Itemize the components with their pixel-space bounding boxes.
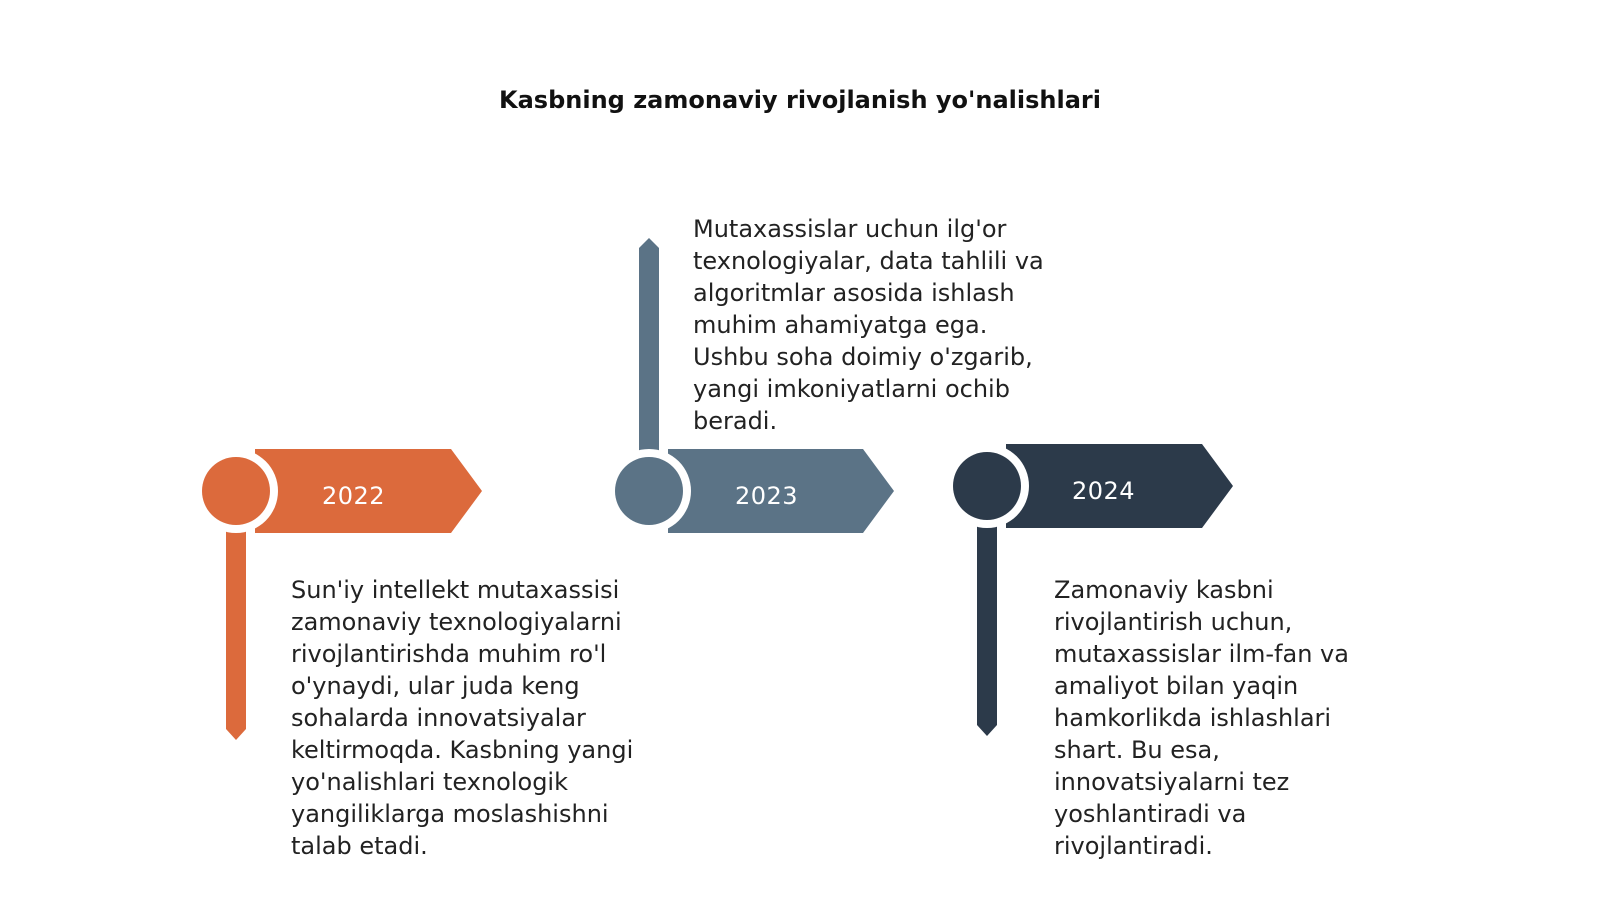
year-label-2022: 2022 bbox=[322, 482, 386, 510]
connector-bar-tip-2022 bbox=[226, 729, 246, 740]
node-dot-2024 bbox=[953, 452, 1021, 520]
page-title: Kasbning zamonaviy rivojlanish yo'nalishlari bbox=[499, 86, 1101, 114]
year-label-2023: 2023 bbox=[735, 482, 799, 510]
connector-bar-2023 bbox=[639, 248, 659, 458]
connector-bar-2022 bbox=[226, 524, 246, 729]
step-description-2024: Zamonaviy kasbni rivojlantirish uchun, mutaxassislar ilm-fan va amaliyot bilan yaqin hamkorlikda ishlashlari shart. Bu esa, innovatsiyalarni tez yoshlantiradi va rivojlantiradi. bbox=[1054, 576, 1349, 860]
connector-bar-tip-2023 bbox=[639, 238, 659, 248]
node-dot-2023 bbox=[615, 457, 683, 525]
step-description-2023: Mutaxassislar uchun ilg'or texnologiyalar, data tahlili va algoritmlar asosida ishlash muhim ahamiyatga ega. Ushbu soha doimiy o'zgarib, yangi imkoniyatlarni ochib beradi. bbox=[693, 215, 1044, 435]
node-dot-2022 bbox=[202, 457, 270, 525]
connector-bar-2024 bbox=[977, 520, 997, 725]
step-description-2022: Sun'iy intellekt mutaxassisi zamonaviy texnologiyalarni rivojlantirishda muhim ro'l o'ynaydi, ular juda keng sohalarda innovatsiyalar keltirmoqda. Kasbning yangi yo'nalishlari texnologik yangiliklarga moslashishni talab etadi. bbox=[291, 576, 634, 860]
connector-bar-tip-2024 bbox=[977, 725, 997, 736]
year-label-2024: 2024 bbox=[1072, 477, 1136, 505]
